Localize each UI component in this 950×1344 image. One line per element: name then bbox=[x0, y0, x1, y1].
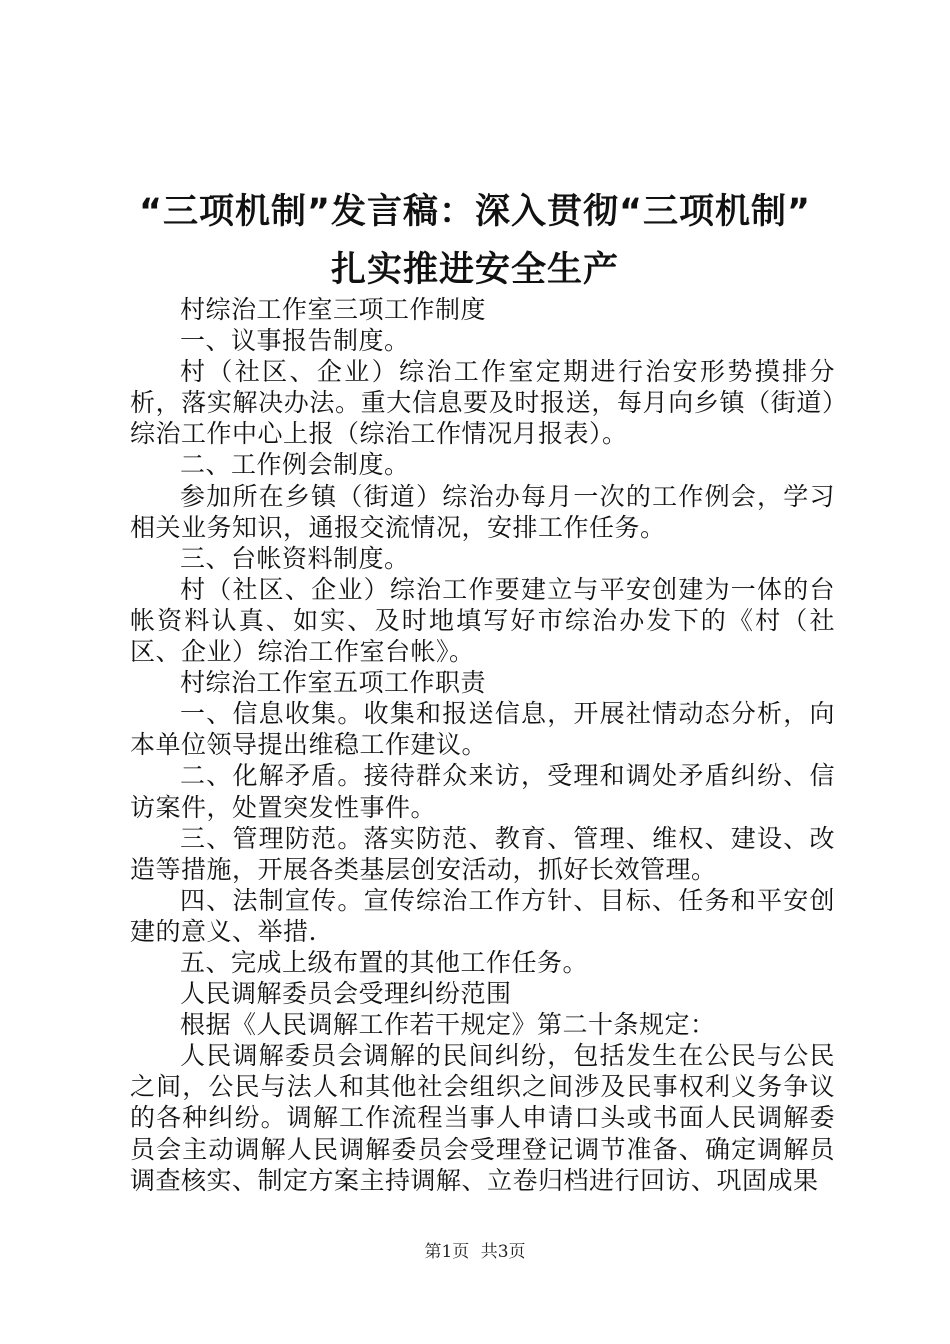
paragraph: 人民调解委员会调解的民间纠纷，包括发生在公民与公民之间，公民与法人和其他社会组织之间涉及民事权利义务争议的各种纠纷。调解工作流程当事人申请口头或书面人民调解委员会主动调解人民调解委员会受理登记调节准备、确定调解员调查核实、制定方案主持调解、立卷归档进行回访、巩固成果 bbox=[130, 1041, 835, 1195]
paragraph: 二、化解矛盾。接待群众来访，受理和调处矛盾纠纷、信访案件，处置突发性事件。 bbox=[130, 761, 835, 822]
paragraph: 五、完成上级布置的其他工作任务。 bbox=[180, 947, 589, 977]
paragraph: 村（社区、企业）综治工作室定期进行治安形势摸排分析，落实解决办法。重大信息要及时报送，每月向乡镇（街道）综治工作中心上报（综治工作情况月报表）。 bbox=[130, 357, 835, 449]
paragraph: 一、议事报告制度。 bbox=[180, 326, 410, 356]
page-number-current: 第1页 bbox=[424, 1242, 470, 1262]
paragraph: 人民调解委员会受理纠纷范围 bbox=[180, 979, 512, 1009]
paragraph: 四、法制宣传。宣传综治工作方针、目标、任务和平安创建的意义、举措. bbox=[130, 885, 835, 946]
paragraph: 村综治工作室三项工作制度 bbox=[180, 295, 487, 324]
paragraph: 三、管理防范。落实防范、教育、管理、维权、建设、改造等措施，开展各类基层创安活动，抓好长效管理。 bbox=[130, 823, 835, 884]
document-title-line-1: “三项机制”发言稿：深入贯彻“三项机制” bbox=[138, 192, 811, 232]
document-body bbox=[130, 294, 835, 1196]
paragraph: 村（社区、企业）综治工作要建立与平安创建为一体的台帐资料认真、如实、及时地填写好市综治办发下的《村（社区、企业）综治工作室台帐》。 bbox=[130, 574, 835, 667]
paragraph: 二、工作例会制度。 bbox=[180, 450, 410, 480]
page-number-total: 共3页 bbox=[480, 1242, 526, 1262]
paragraph: 三、台帐资料制度。 bbox=[180, 543, 410, 573]
paragraph: 一、信息收集。收集和报送信息，开展社情动态分析，向本单位领导提出维稳工作建议。 bbox=[130, 699, 835, 760]
paragraph: 村综治工作室五项工作职责 bbox=[180, 668, 487, 698]
paragraph: 参加所在乡镇（街道）综治办每月一次的工作例会，学习相关业务知识，通报交流情况，安排工作任务。 bbox=[130, 481, 835, 542]
paragraph: 根据《人民调解工作若干规定》第二十条规定： bbox=[180, 1010, 716, 1040]
page-footer bbox=[0, 1241, 950, 1263]
document-title-line-2: 扎实推进安全生产 bbox=[330, 250, 619, 290]
